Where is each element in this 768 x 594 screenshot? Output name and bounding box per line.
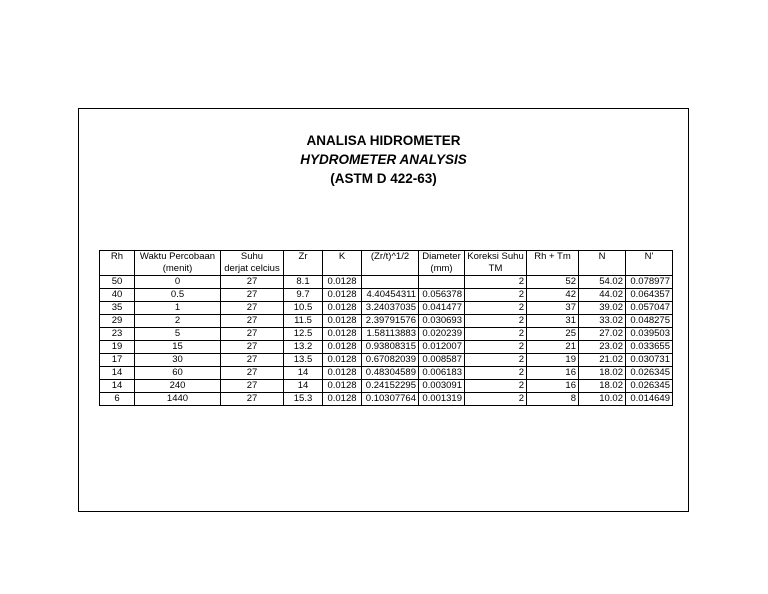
column-header-line: K (338, 251, 346, 262)
table-cell: 23 (100, 328, 135, 341)
table-cell: 0.0128 (323, 393, 362, 406)
table-cell: 27 (221, 354, 284, 367)
table-cell: 0.24152295 (362, 380, 419, 393)
hydrometer-table (99, 250, 673, 406)
table-cell: 13.2 (284, 341, 323, 354)
table-cell: 27 (221, 328, 284, 341)
table-cell: 0.0128 (323, 354, 362, 367)
table-cell: 0.056378 (419, 289, 465, 302)
table-cell: 52 (527, 276, 579, 289)
table-cell: 0.67082039 (362, 354, 419, 367)
table-cell: 0.0128 (323, 380, 362, 393)
document-page (78, 108, 689, 512)
document-subtitle: HYDROMETER ANALYSIS (300, 152, 467, 167)
table-cell: 0.014649 (626, 393, 673, 406)
table-cell: 14 (284, 367, 323, 380)
table-cell: 31 (527, 315, 579, 328)
table-cell: 6 (100, 393, 135, 406)
table-cell: 27 (221, 380, 284, 393)
table-cell: 14 (100, 367, 135, 380)
table-cell: 14 (100, 380, 135, 393)
table-row (100, 393, 673, 406)
table-cell: 60 (135, 367, 221, 380)
table-cell: 0.0128 (323, 367, 362, 380)
table-cell: 0.0128 (323, 302, 362, 315)
table-cell: 5 (135, 328, 221, 341)
table-cell: 1 (135, 302, 221, 315)
table-cell: 0.033655 (626, 341, 673, 354)
column-header-line: derjat celcius (224, 263, 280, 274)
document-standard: (ASTM D 422-63) (330, 171, 437, 186)
table-cell: 0.026345 (626, 380, 673, 393)
table-cell: 39.02 (579, 302, 626, 315)
column-header-line: Koreksi Suhu (467, 251, 524, 262)
table-cell: 2 (465, 315, 527, 328)
table-row (100, 289, 673, 302)
table-cell: 27 (221, 289, 284, 302)
table-cell: 0.93808315 (362, 341, 419, 354)
table-cell (362, 276, 419, 289)
table-cell: 16 (527, 367, 579, 380)
table-cell: 2 (465, 289, 527, 302)
table-row (100, 276, 673, 289)
column-header-line: (mm) (430, 263, 453, 274)
table-cell: 0 (135, 276, 221, 289)
table-row (100, 380, 673, 393)
table-cell: 21 (527, 341, 579, 354)
table-row (100, 315, 673, 328)
table-cell: 27 (221, 315, 284, 328)
table-cell: 0.048275 (626, 315, 673, 328)
column-header-line: Rh (110, 251, 124, 262)
column-header-line: TM (488, 263, 503, 274)
table-cell: 15.3 (284, 393, 323, 406)
table-cell: 0.003091 (419, 380, 465, 393)
column-header-line: N' (644, 251, 654, 262)
table-cell: 15 (135, 341, 221, 354)
table-cell: 18.02 (579, 367, 626, 380)
table-cell: 1.58113883 (362, 328, 419, 341)
table-cell: 0.5 (135, 289, 221, 302)
table-cell: 33.02 (579, 315, 626, 328)
column-header-line: (menit) (162, 263, 193, 274)
column-header (465, 251, 527, 276)
table-cell: 27 (221, 302, 284, 315)
table-cell: 30 (135, 354, 221, 367)
document-title: ANALISA HIDROMETER (306, 133, 461, 148)
table-cell: 0.001319 (419, 393, 465, 406)
column-header-line: Rh + Tm (534, 251, 571, 262)
table-header-row (100, 251, 673, 276)
table-cell: 0.057047 (626, 302, 673, 315)
table-cell: 11.5 (284, 315, 323, 328)
table-row (100, 354, 673, 367)
table-cell: 16 (527, 380, 579, 393)
table-cell: 17 (100, 354, 135, 367)
table-cell: 35 (100, 302, 135, 315)
table-cell: 29 (100, 315, 135, 328)
table-cell: 0.008587 (419, 354, 465, 367)
table-cell: 0.0128 (323, 341, 362, 354)
table-cell: 240 (135, 380, 221, 393)
table-cell (419, 276, 465, 289)
table-cell: 2 (465, 341, 527, 354)
table-cell: 0.078977 (626, 276, 673, 289)
table-body (100, 276, 673, 406)
table-cell: 37 (527, 302, 579, 315)
column-header (135, 251, 221, 276)
table-cell: 2 (465, 393, 527, 406)
table-cell: 0.0128 (323, 276, 362, 289)
column-header (323, 251, 362, 276)
table-cell: 27 (221, 276, 284, 289)
table-cell: 19 (527, 354, 579, 367)
table-cell: 9.7 (284, 289, 323, 302)
table-cell: 8 (527, 393, 579, 406)
table-cell: 23.02 (579, 341, 626, 354)
column-header (626, 251, 673, 276)
column-header (100, 251, 135, 276)
table-cell: 27 (221, 367, 284, 380)
table-cell: 40 (100, 289, 135, 302)
column-header (579, 251, 626, 276)
column-header-line: N (598, 251, 606, 262)
column-header-line: Suhu (240, 251, 264, 262)
table-cell: 27.02 (579, 328, 626, 341)
table-cell: 0.039503 (626, 328, 673, 341)
table-cell: 10.02 (579, 393, 626, 406)
table-cell: 0.026345 (626, 367, 673, 380)
table-cell: 27 (221, 393, 284, 406)
column-header (527, 251, 579, 276)
table-cell: 14 (284, 380, 323, 393)
table-cell: 13.5 (284, 354, 323, 367)
column-header-line: (Zr/t)^1/2 (370, 251, 410, 262)
table-cell: 19 (100, 341, 135, 354)
table-cell: 27 (221, 341, 284, 354)
table-cell: 50 (100, 276, 135, 289)
table-cell: 2 (465, 367, 527, 380)
table-cell: 2 (465, 380, 527, 393)
table-cell: 0.020239 (419, 328, 465, 341)
table-cell: 0.10307764 (362, 393, 419, 406)
table-cell: 4.40454311 (362, 289, 419, 302)
column-header-line: Zr (298, 251, 308, 262)
table-cell: 0.041477 (419, 302, 465, 315)
table-cell: 12.5 (284, 328, 323, 341)
column-header-line: Diameter (422, 251, 461, 262)
column-header (362, 251, 419, 276)
table-cell: 3.24037035 (362, 302, 419, 315)
column-header (419, 251, 465, 276)
table-row (100, 341, 673, 354)
table-cell: 2 (465, 328, 527, 341)
table-cell: 2 (465, 302, 527, 315)
table-cell: 21.02 (579, 354, 626, 367)
table-cell: 0.0128 (323, 315, 362, 328)
column-header (221, 251, 284, 276)
table-cell: 42 (527, 289, 579, 302)
column-header-line: Waktu Percobaan (139, 251, 216, 262)
table-cell: 25 (527, 328, 579, 341)
table-cell: 54.02 (579, 276, 626, 289)
table-cell: 44.02 (579, 289, 626, 302)
table-cell: 2 (465, 354, 527, 367)
table-cell: 0.0128 (323, 289, 362, 302)
table-row (100, 302, 673, 315)
table-cell: 0.48304589 (362, 367, 419, 380)
table-cell: 0.012007 (419, 341, 465, 354)
table-cell: 0.006183 (419, 367, 465, 380)
table-row (100, 328, 673, 341)
table-cell: 1440 (135, 393, 221, 406)
table-cell: 10.5 (284, 302, 323, 315)
table-cell: 0.030693 (419, 315, 465, 328)
table-cell: 8.1 (284, 276, 323, 289)
table-cell: 2 (135, 315, 221, 328)
table-row (100, 367, 673, 380)
table-cell: 2 (465, 276, 527, 289)
table-cell: 2.39791576 (362, 315, 419, 328)
table-cell: 0.0128 (323, 328, 362, 341)
column-header (284, 251, 323, 276)
table-cell: 0.030731 (626, 354, 673, 367)
table-cell: 0.064357 (626, 289, 673, 302)
table-cell: 18.02 (579, 380, 626, 393)
